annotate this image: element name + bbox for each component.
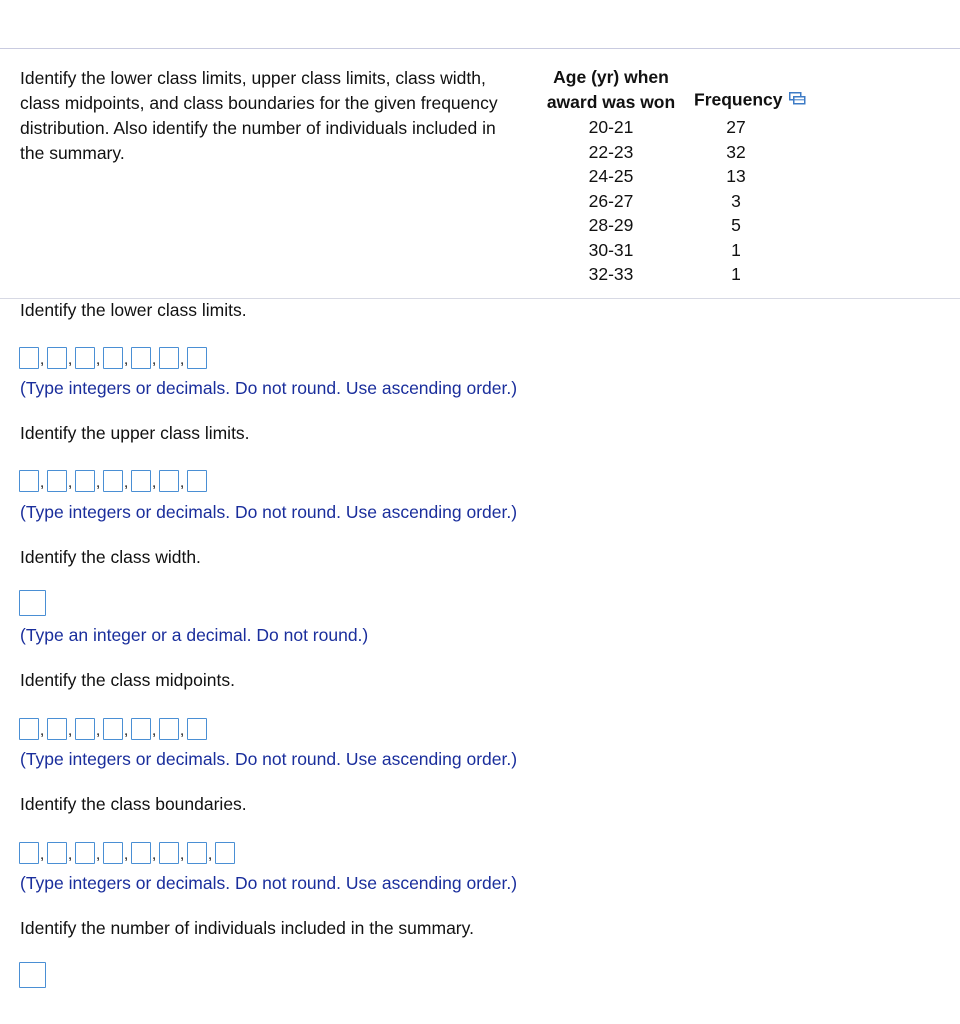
lower-limits-hint: (Type integers or decimals. Do not round. Use ascending order.): [20, 378, 518, 398]
upper-limit-input-5[interactable]: [131, 470, 151, 492]
upper-limit-input-2[interactable]: [47, 470, 67, 492]
table-row: 26-27 3: [588, 190, 741, 211]
boundary-input-1[interactable]: [19, 842, 39, 864]
individuals-answer-group: [19, 962, 46, 988]
midpoint-input-5[interactable]: [131, 718, 151, 740]
class-width-input[interactable]: [19, 590, 46, 616]
midpoint-input-6[interactable]: [159, 718, 179, 740]
table-row: 30-31 1: [588, 239, 741, 260]
boundaries-hint: (Type integers or decimals. Do not round. Use ascending order.): [20, 873, 518, 893]
lower-limit-input-3[interactable]: [75, 347, 95, 369]
individuals-question: Identify the number of individuals included in the summary.: [20, 918, 474, 938]
boundary-input-2[interactable]: [47, 842, 67, 864]
boundary-input-6[interactable]: [159, 842, 179, 864]
lower-limit-input-4[interactable]: [103, 347, 123, 369]
lower-limit-input-2[interactable]: [47, 347, 67, 369]
upper-limit-input-6[interactable]: [159, 470, 179, 492]
frequency-column-header: Frequency: [690, 65, 812, 115]
boundary-input-4[interactable]: [103, 842, 123, 864]
midpoint-input-7[interactable]: [187, 718, 207, 740]
table-row: 32-33 1: [588, 264, 741, 284]
age-column-header: Age (yr) when award was won: [546, 67, 676, 112]
midpoints-answer-group: , , , , , ,: [19, 714, 207, 740]
boundaries-answer-group: , , , , , , ,: [19, 838, 235, 864]
individuals-input[interactable]: [19, 962, 46, 988]
boundary-input-8[interactable]: [215, 842, 235, 864]
lower-limits-question: Identify the lower class limits.: [20, 300, 247, 320]
upper-limit-input-4[interactable]: [103, 470, 123, 492]
class-width-answer-group: [19, 590, 46, 616]
lower-limit-input-6[interactable]: [159, 347, 179, 369]
upper-limits-hint: (Type integers or decimals. Do not round. Use ascending order.): [20, 502, 518, 522]
lower-limit-input-1[interactable]: [19, 347, 39, 369]
table-row: 22-23 32: [588, 141, 746, 162]
class-width-hint: (Type an integer or a decimal. Do not round.): [20, 625, 369, 645]
midpoint-input-2[interactable]: [47, 718, 67, 740]
lower-limit-input-5[interactable]: [131, 347, 151, 369]
boundary-input-5[interactable]: [131, 842, 151, 864]
upper-limit-input-7[interactable]: [187, 470, 207, 492]
table-row: 20-21 27: [588, 117, 746, 137]
boundaries-question: Identify the class boundaries.: [20, 794, 247, 814]
midpoint-input-1[interactable]: [19, 718, 39, 740]
upper-limit-input-1[interactable]: [19, 470, 39, 492]
lower-limits-answer-group: , , , , , ,: [19, 343, 207, 369]
boundary-input-3[interactable]: [75, 842, 95, 864]
boundary-input-7[interactable]: [187, 842, 207, 864]
upper-limit-input-3[interactable]: [75, 470, 95, 492]
table-row: 24-25 13: [588, 166, 746, 186]
top-divider: [0, 48, 960, 49]
problem-statement: Identify the lower class limits, upper class limits, class width, class midpoints, and class boundaries for the given frequency distribution. Also identify the number of individuals included in the summary.: [20, 68, 498, 163]
lower-limit-input-7[interactable]: [187, 347, 207, 369]
table-row: 28-29 5: [588, 215, 741, 235]
midpoint-input-3[interactable]: [75, 718, 95, 740]
class-width-question: Identify the class width.: [20, 547, 201, 567]
midpoints-question: Identify the class midpoints.: [20, 670, 235, 690]
upper-limits-answer-group: , , , , , ,: [19, 466, 207, 492]
copy-table-icon[interactable]: [789, 87, 806, 112]
midpoint-input-4[interactable]: [103, 718, 123, 740]
midpoints-hint: (Type integers or decimals. Do not round. Use ascending order.): [20, 749, 518, 769]
frequency-table: [532, 65, 812, 287]
upper-limits-question: Identify the upper class limits.: [20, 423, 250, 443]
